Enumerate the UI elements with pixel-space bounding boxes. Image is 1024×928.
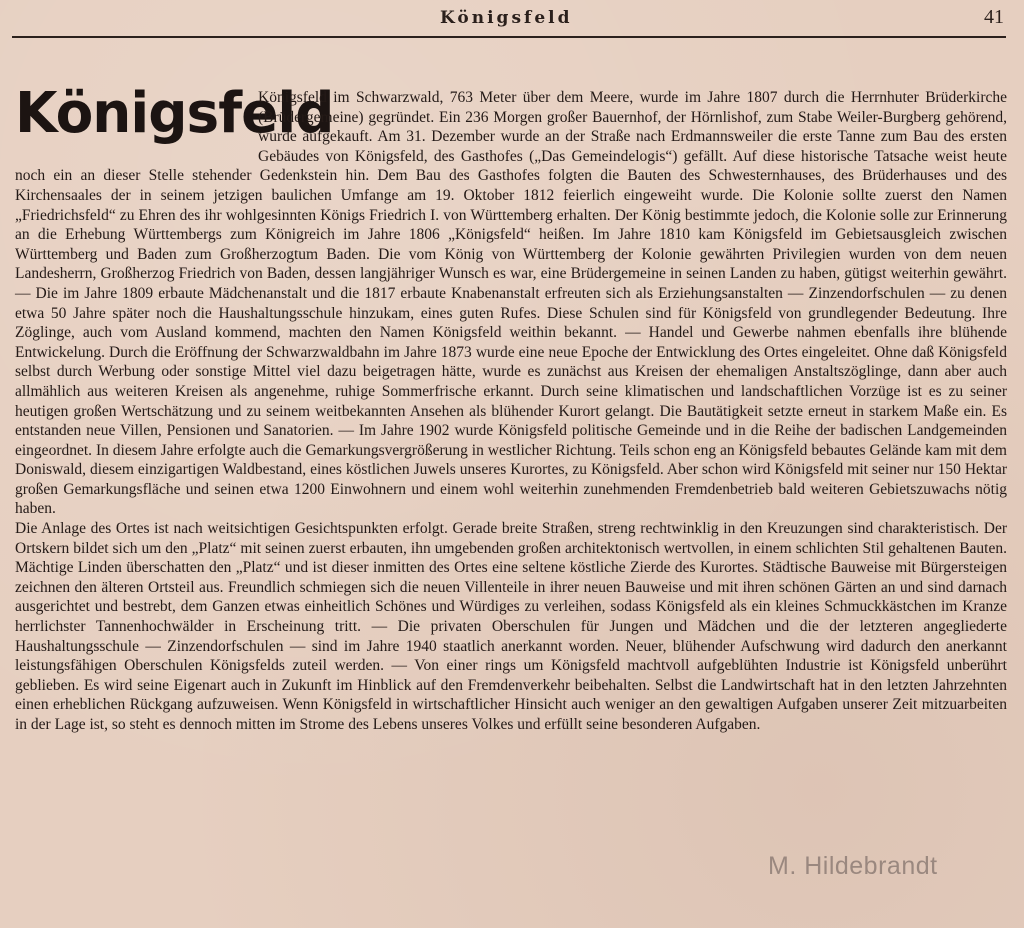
running-title: Königsfeld — [440, 8, 573, 28]
heading-space — [15, 88, 258, 148]
watermark: M. Hildebrandt — [768, 852, 938, 880]
article-body — [15, 88, 1007, 735]
page-number: 41 — [984, 6, 1004, 28]
header-rule — [12, 36, 1006, 38]
paragraph-2: Die Anlage des Ortes ist nach weitsichtigen Gesichtspunkten erfolgt. Gerade breite Straßen, streng rechtwinklig in den Kreuzungen sind charakteristisch. Der Ortskern bildet sich um den „Platz“ mit seinen zuerst erbauten, ihn umgebenden großen architektonisch wertvollen, in einem schlichten Stil gehaltenen Bauten. Mächtige Linden überschatten den „Platz“ und ist dieser inmitten des Ortes eine seltene köstliche Zierde des Kurortes. Städtische Bauweise mit Bürgersteigen zeichnen den älteren Ortsteil aus. Freundlich schmiegen sich die neuen Villenteile in ihrer neuen Bauweise und mit ihren schönen Gärten an und sind darnach ausgerichtet und bestrebt, dem Ganzen etwas einheitlich Schönes und Würdiges zu verleihen, sodass Königsfeld als ein kleines Schmuckkästchen im Kranze herrlichster Tannenhochwälder in Erscheinung tritt. — Die privaten Oberschulen für Jungen und Mädchen und die der letzteren angegliederte Haushaltungsschule — Zinzendorfschulen — sind im Jahre 1940 staatlich anerkannt worden. Neuer, blühender Aufschwung wird dadurch den anerkannt leistungsfähigen Oberschulen Königsfelds zuteil werden. — Von einer rings um Königsfeld machtvoll aufgeblühten Industrie ist Königsfeld unberührt geblieben. Es wird seine Eigenart auch in Zukunft im Hinblick auf den Fremdenverkehr beibehalten. Selbst die Landwirtschaft hat in den letzten Jahrzehnten einen erheblichen Rückgang aufzuweisen. Wenn Königsfeld in wirtschaftlicher Hinsicht auch weniger an den gewaltigen Aufgaben unserer Zeit mitzuarbeiten in der Lage ist, so steht es dennoch mitten im Strome des Lebens unseres Volkes und erfüllt seine besonderen Aufgaben. — [15, 520, 1007, 733]
paragraph-1: Königsfeld im Schwarzwald, 763 Meter über dem Meere, wurde im Jahre 1807 durch die Herrnhuter Brüderkirche (Brüdergemeine) gegründet. Ein 236 Morgen großer Bauernhof, der Hörnlishof, zum Stabe Weiler-Burgberg gehörend, wurde aufgekauft. Am 31. Dezember wurde an der Straße nach Erdmannsweiler die erste Tanne zum Bau des ersten Gebäudes von Königsfeld, des Gasthofes („Das Gemeindelogis“) gefällt. Auf diese historische Tatsache weist heute noch ein an dieser Stelle stehender Gedenkstein hin. Dem Bau des Gasthofes folgten die Bauten des Schwesternhauses, des Brüderhauses und des Kirchensaales der in seinem jetzigen baulichen Umfange am 19. Oktober 1812 feierlich eingeweiht wurde. Die Kolonie sollte zuerst den Namen „Friedrichsfeld“ zu Ehren des ihr wohlgesinnten Königs Friedrich I. von Württemberg erhalten. Der König bestimmte jedoch, die Kolonie solle zur Erinnerung an die Erhebung Württembergs zum Königreich im Jahre 1806 „Königsfeld“ heißen. Im Jahre 1810 kam Königsfeld im Gebietsausgleich zwischen Württemberg und Baden zum Großherzogtum Baden. Die vom König von Württemberg der Kolonie gewährten Privilegien wurden von dem neuen Landesherrn, Großherzog Friedrich von Baden, dessen langjähriger Wunsch es war, eine Brüdergemeine in seinen Landen zu haben, gütigst weiterhin gewährt. — Die im Jahre 1809 erbaute Mädchenanstalt und die 1817 erbaute Knabenanstalt erfreuten sich als Erziehungsanstalten — Zinzendorfschulen — zu denen etwa 50 Jahre später noch die Haushaltungsschule hinzukam, eines guten Rufes. Diese Schulen sind für Königsfeld von grundlegender Bedeutung. Ihre Zöglinge, auch vom Ausland kommend, machten den Namen Königsfeld weithin bekannt. — Handel und Gewerbe nahmen ebenfalls ihre blühende Entwickelung. Durch die Eröffnung der Schwarzwaldbahn im Jahre 1873 wurde eine neue Epoche der Entwicklung des Ortes eingeleitet. Ohne daß Königsfeld selbst durch Werbung oder sonstige Mittel viel dazu beigetragen hätte, wurde es zunächst aus Kreisen der ehemaligen Anstaltszöglinge, dann aber auch allmählich aus weiteren Kreisen als angenehme, ruhige Sommerfrische erkannt. Durch seine klimatischen und landschaftlichen Vorzüge ist es zu seiner heutigen großen Wertschätzung und zu seinem weitbekannten Ansehen als blühender Kurort gelangt. Die Bautätigkeit setzte erneut in starkem Maße ein. Es entstanden neue Villen, Pensionen und Sanatorien. — Im Jahre 1902 wurde Königsfeld politische Gemeinde und in die Reihe der badischen Landgemeinden eingeordnet. In diesem Jahre erfolgte auch die Gemarkungsvergrößerung in westlicher Richtung. Teils schon eng an Königsfeld bebautes Gelände kam mit dem Doniswald, diesem einzigartigen Waldbestand, eines köstlichen Juwels unseres Kurortes, zu Königsfeld. Aber schon wird Königsfeld mit seiner nur 150 Hektar großen Gemarkungsfläche und seinen etwa 1200 Einwohnern und einem wohl weiterhin zunehmenden Fremdenbetrieb bald weiteren Gebietszuwachs nötig haben. — [15, 89, 1007, 518]
article-heading: Königsfeld — [15, 81, 334, 146]
running-header — [0, 6, 1024, 32]
